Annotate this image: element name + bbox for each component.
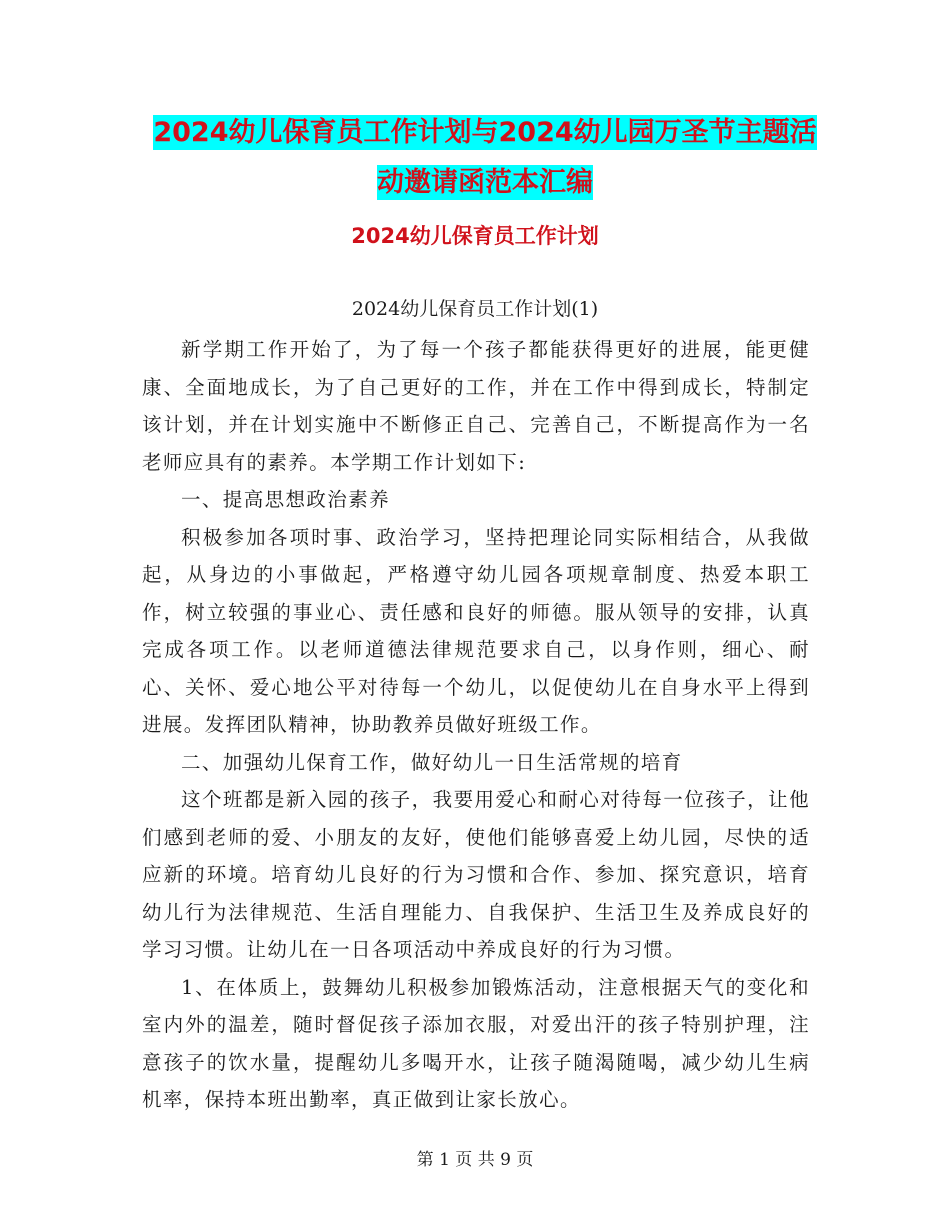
page-footer: 第 1 页 共 9 页 — [416, 1150, 534, 1170]
paragraph-heading: 一、提高思想政治素养 — [181, 488, 391, 511]
title-line-2: 动邀请函范本汇编 — [377, 167, 593, 198]
paragraph: 新学期工作开始了，为了每一个孩子都能获得更好的进展，能更健康、全面地成长，为了自己更好的工作，并在工作中得到成长，特制定该计划，并在计划实施中不断修正自己、完善自己，不断提高作为一名老师应具有的素养。本学期工作计划如下: — [142, 338, 810, 474]
body-text — [142, 331, 810, 1119]
paragraph: 这个班都是新入园的孩子，我要用爱心和耐心对待每一位孩子，让他们感到老师的爱、小朋友的友好，使他们能够喜爱上幼儿园，尽快的适应新的环境。培育幼儿良好的行为习惯和合作、参加、探究意识，培育幼儿行为法律规范、生活自理能力、自我保护、生活卫生及养成良好的学习习惯。让幼儿在一日各项活动中养成良好的行为习惯。 — [142, 788, 810, 961]
title-line-1: 2024幼儿保育员工作计划与2024幼儿园万圣节主题活 — [153, 117, 817, 148]
sub-title: 2024幼儿保育员工作计划(1) — [351, 298, 599, 320]
paragraph: 积极参加各项时事、政治学习，坚持把理论同实际相结合，从我做起，从身边的小事做起，严格遵守幼儿园各项规章制度、热爱本职工作，树立较强的事业心、责任感和良好的师德。服从领导的安排，认真完成各项工作。以老师道德法律规范要求自己，以身作则，细心、耐心、关怀、爱心地公平对待每一个幼儿，以促使幼儿在自身水平上得到进展。发挥团队精神，协助教养员做好班级工作。 — [142, 525, 810, 736]
paragraph: 1、在体质上，鼓舞幼儿积极参加锻炼活动，注意根据天气的变化和室内外的温差，随时督促孩子添加衣服，对爱出汗的孩子特别护理，注意孩子的饮水量，提醒幼儿多喝开水，让孩子随渴随喝，减少幼儿生病机率，保持本班出勤率，真正做到让家长放心。 — [142, 975, 810, 1111]
section-title: 2024幼儿保育员工作计划 — [351, 224, 599, 248]
document-title — [140, 108, 830, 208]
paragraph-heading: 二、加强幼儿保育工作，做好幼儿一日生活常规的培育 — [181, 750, 683, 774]
